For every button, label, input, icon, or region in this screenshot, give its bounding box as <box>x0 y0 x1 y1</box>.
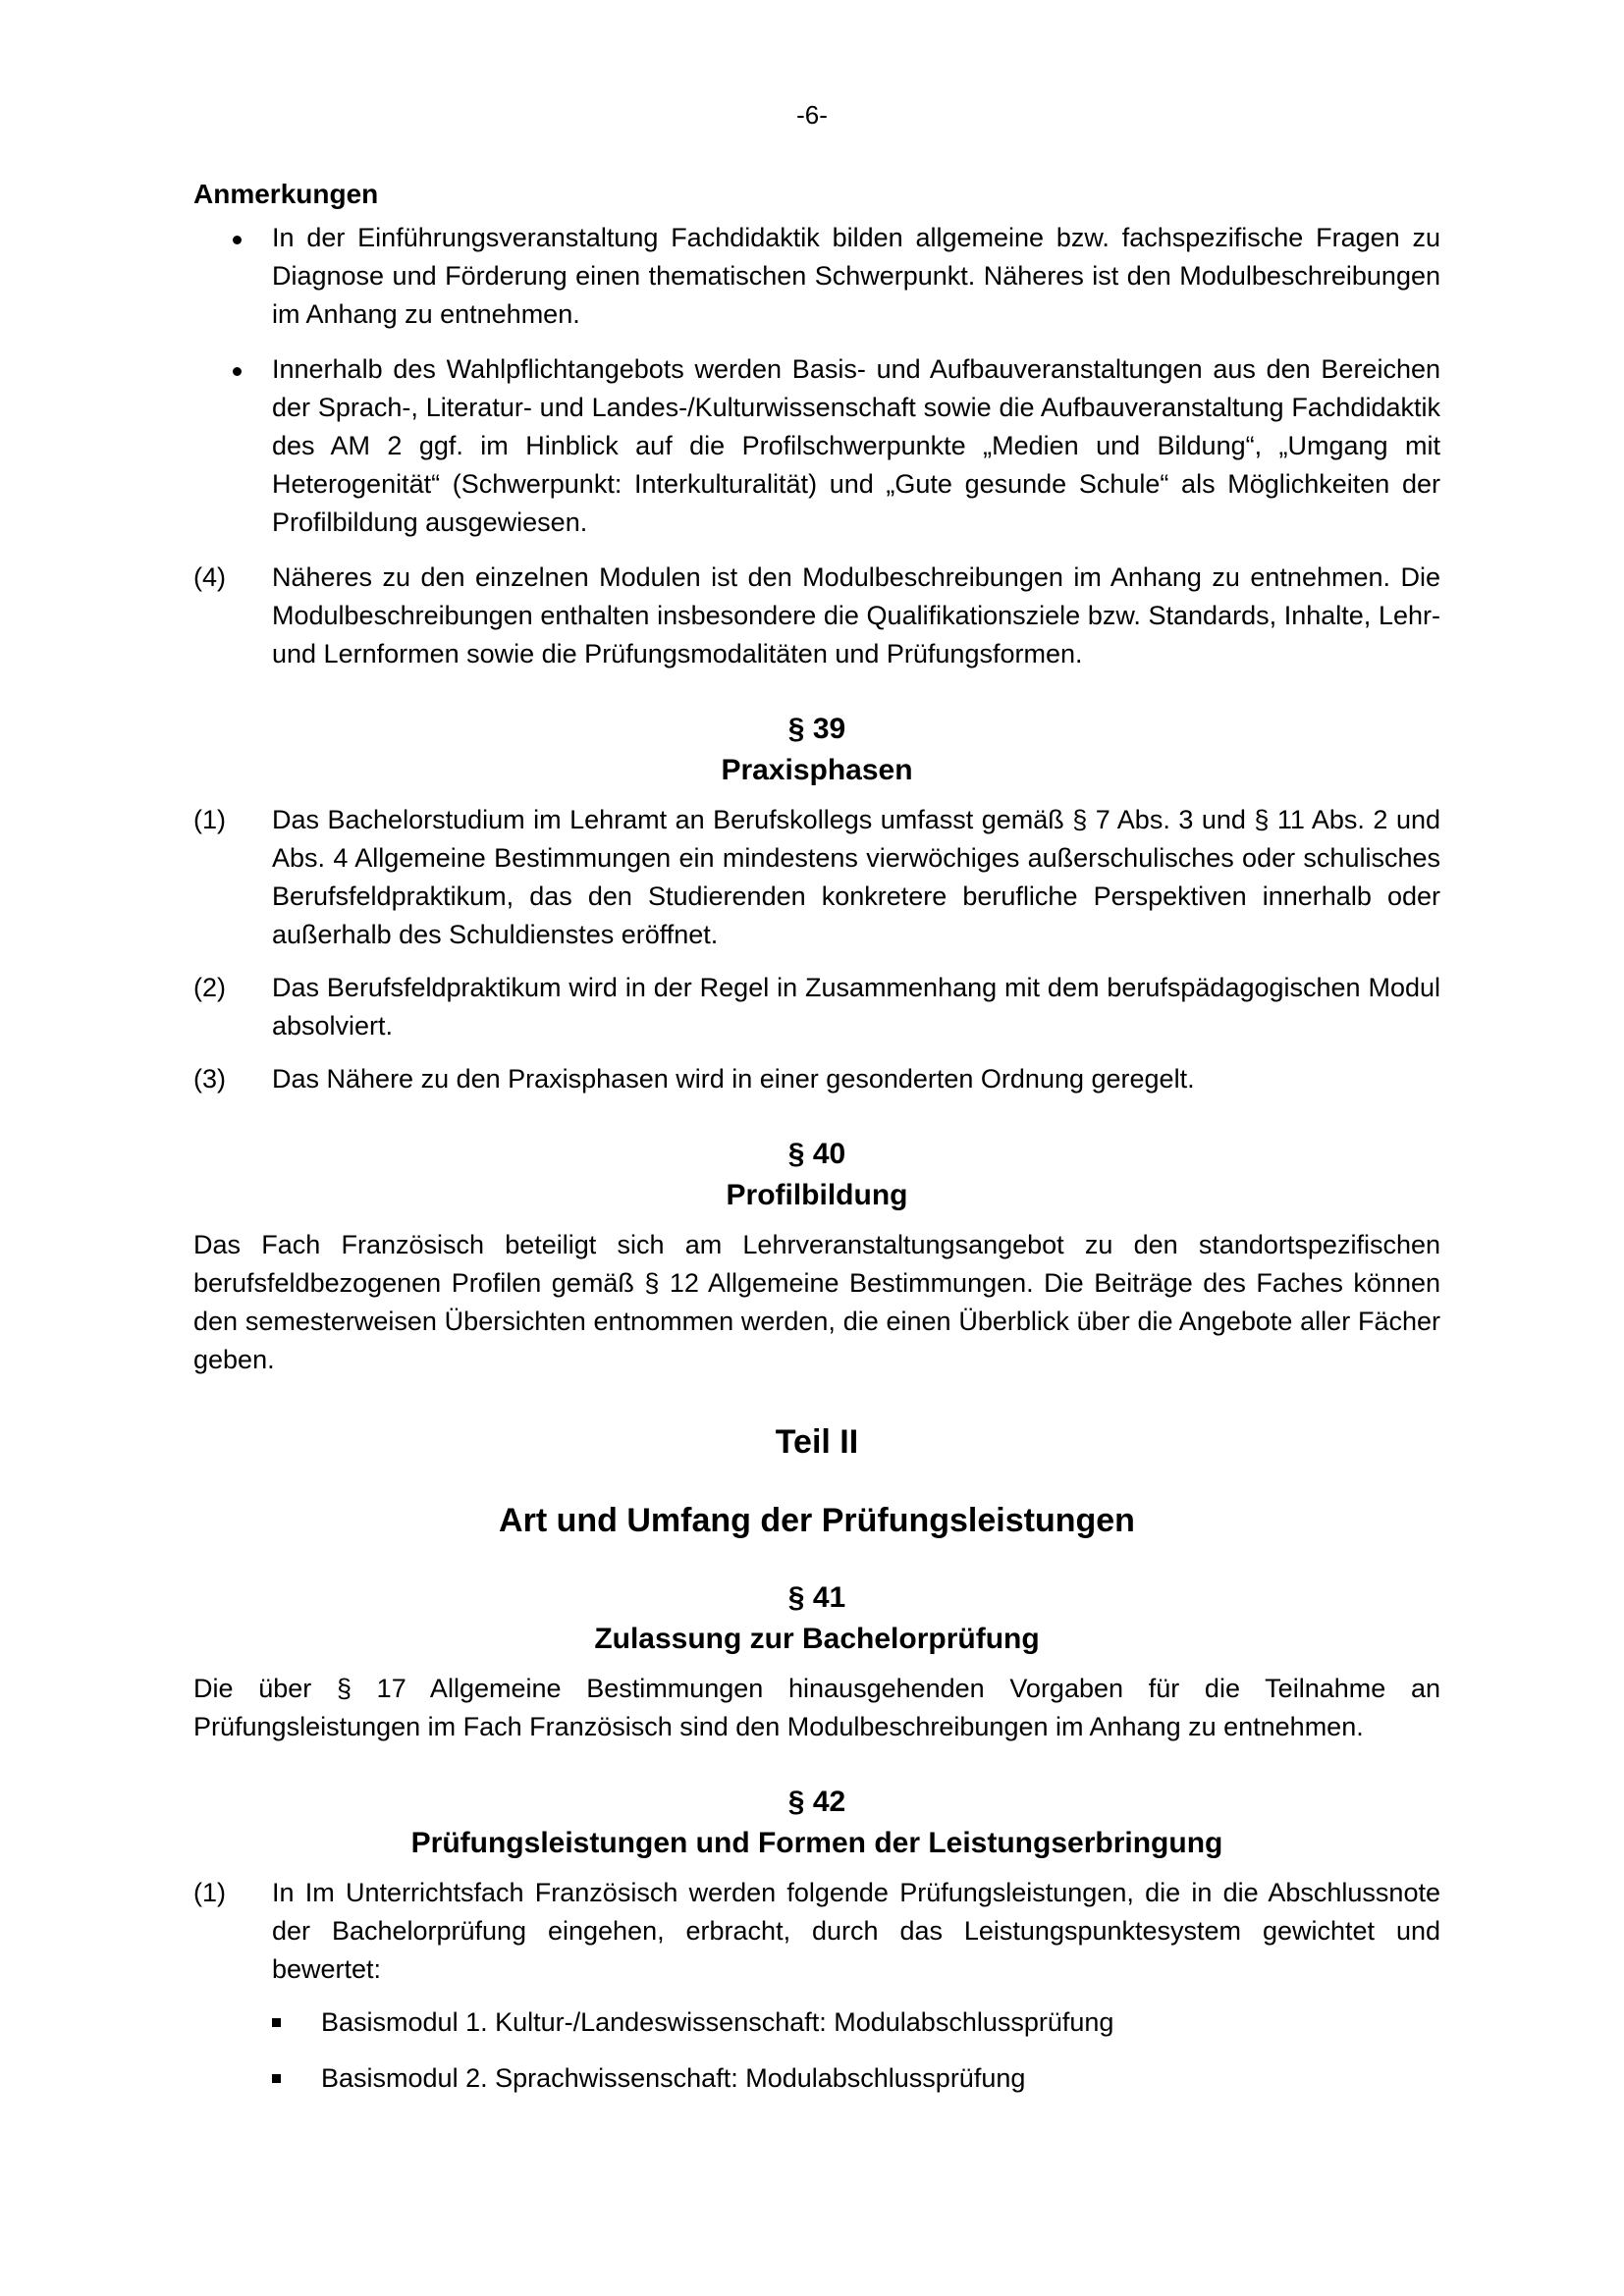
paragraph-number: (1) <box>193 805 226 834</box>
anmerkungen-list <box>193 219 1440 542</box>
section-number: § 39 <box>787 713 846 745</box>
section-39-heading <box>193 709 1440 791</box>
paragraph-text: Das Nähere zu den Praxisphasen wird in einer gesonderten Ordnung geregelt. <box>272 1064 1195 1094</box>
paragraph-text: In Im Unterrichtsfach Französisch werden folgende Prüfungsleistungen, die in die Abschlussnote der Bachelorprüfung eingehen, erbracht, durch das Leistungspunktesystem gewichtet und bewertet: <box>272 1878 1440 1984</box>
list-item-text: Basismodul 2. Sprachwissenschaft: Modulabschlussprüfung <box>321 2063 1026 2093</box>
part-title: Teil II <box>775 1423 859 1461</box>
paragraph-39-2 <box>193 969 1440 1045</box>
page-number: -6- <box>796 100 828 130</box>
section-title: Prüfungsleistungen und Formen der Leistungserbringung <box>410 1827 1223 1859</box>
bullet-icon <box>233 367 242 376</box>
list-item <box>272 2059 1440 2098</box>
list-item <box>193 219 1440 334</box>
document-body <box>193 175 1440 2115</box>
part-subtitle: Art und Umfang der Prüfungsleistungen <box>499 1502 1135 1539</box>
section-number: § 42 <box>787 1786 846 1818</box>
paragraph-42-1 <box>193 1874 1440 1989</box>
paragraph-number: (2) <box>193 973 226 1002</box>
section-title: Zulassung zur Bachelorprüfung <box>594 1623 1040 1655</box>
list-item-text: Innerhalb des Wahlpflichtangebots werden Basis- und Aufbauveranstaltungen aus den Bereichen der Sprach-, Literatur- und Landes-/Kulturwissenschaft sowie die Aufbauveranstaltung Fachdidaktik des AM 2 ggf. im Hinblick auf die Profilschwerpunkte „Medien und Bildung“, „Umgang mit Heterogenität“ (Schwerpunkt: Interkulturalität) und „Gute gesunde Schule“ als Möglichkeiten der Profilbildung ausgewiesen. <box>272 354 1440 537</box>
section-41-heading <box>193 1577 1440 1660</box>
square-bullet-icon <box>272 2074 281 2083</box>
bullet-icon <box>233 236 242 244</box>
section-40-heading <box>193 1134 1440 1216</box>
paragraph-39-1 <box>193 801 1440 954</box>
section-number: § 41 <box>787 1581 846 1614</box>
section-41-text: Die über § 17 Allgemeine Bestimmungen hinausgehenden Vorgaben für die Teilnahme an Prüfungsleistungen im Fach Französisch sind den Modulbeschreibungen im Anhang zu entnehmen. <box>193 1674 1440 1741</box>
paragraph-text: Das Berufsfeldpraktikum wird in der Regel in Zusammenhang mit dem berufspädagogischen Modul absolviert. <box>272 973 1440 1041</box>
anmerkungen-heading: Anmerkungen <box>193 179 379 209</box>
paragraph-number: (4) <box>193 562 226 592</box>
section-42-heading <box>193 1782 1440 1864</box>
paragraph-text: Näheres zu den einzelnen Modulen ist den Modulbeschreibungen im Anhang zu entnehmen. Die Modulbeschreibungen enthalten insbesondere die Qualifikationsziele bzw. Standards, Inhalte, Lehr- und Lernformen sowie die Prüfungsmodalitäten und Prüfungsformen. <box>272 562 1440 668</box>
paragraph-text: Das Bachelorstudium im Lehramt an Berufskollegs umfasst gemäß § 7 Abs. 3 und § 11 Abs. 2 und Abs. 4 Allgemeine Bestimmungen ein mindestens vierwöchiges außerschulisches oder schulisches Berufsfeldpraktikum, das den Studierenden konkretere berufliche Perspektiven innerhalb oder außerhalb des Schuldienstes eröffnet. <box>272 805 1440 949</box>
list-item <box>272 2003 1440 2042</box>
paragraph-number: (3) <box>193 1064 226 1094</box>
list-item <box>193 350 1440 542</box>
square-bullet-icon <box>272 2018 281 2027</box>
exam-list <box>272 2003 1440 2098</box>
list-item-text: Basismodul 1. Kultur-/Landeswissenschaft: Modulabschlussprüfung <box>321 2007 1114 2037</box>
paragraph-4 <box>193 559 1440 673</box>
paragraph-39-3 <box>193 1060 1440 1098</box>
list-item-text: In der Einführungsveranstaltung Fachdidaktik bilden allgemeine bzw. fachspezifische Fragen zu Diagnose und Förderung einen thematischen Schwerpunkt. Näheres ist den Modulbeschreibungen im Anhang zu entnehmen. <box>272 223 1440 329</box>
section-number: § 40 <box>787 1138 846 1170</box>
section-title: Profilbildung <box>726 1179 908 1211</box>
section-title: Praxisphasen <box>721 754 913 786</box>
paragraph-number: (1) <box>193 1878 226 1907</box>
section-40-text: Das Fach Französisch beteiligt sich am Lehrveranstaltungsangebot zu den standortspezifischen berufsfeldbezogenen Profilen gemäß § 12 Allgemeine Bestimmungen. Die Beiträge des Faches können den semesterweisen Übersichten entnommen werden, die einen Überblick über die Angebote aller Fächer geben. <box>193 1230 1440 1374</box>
